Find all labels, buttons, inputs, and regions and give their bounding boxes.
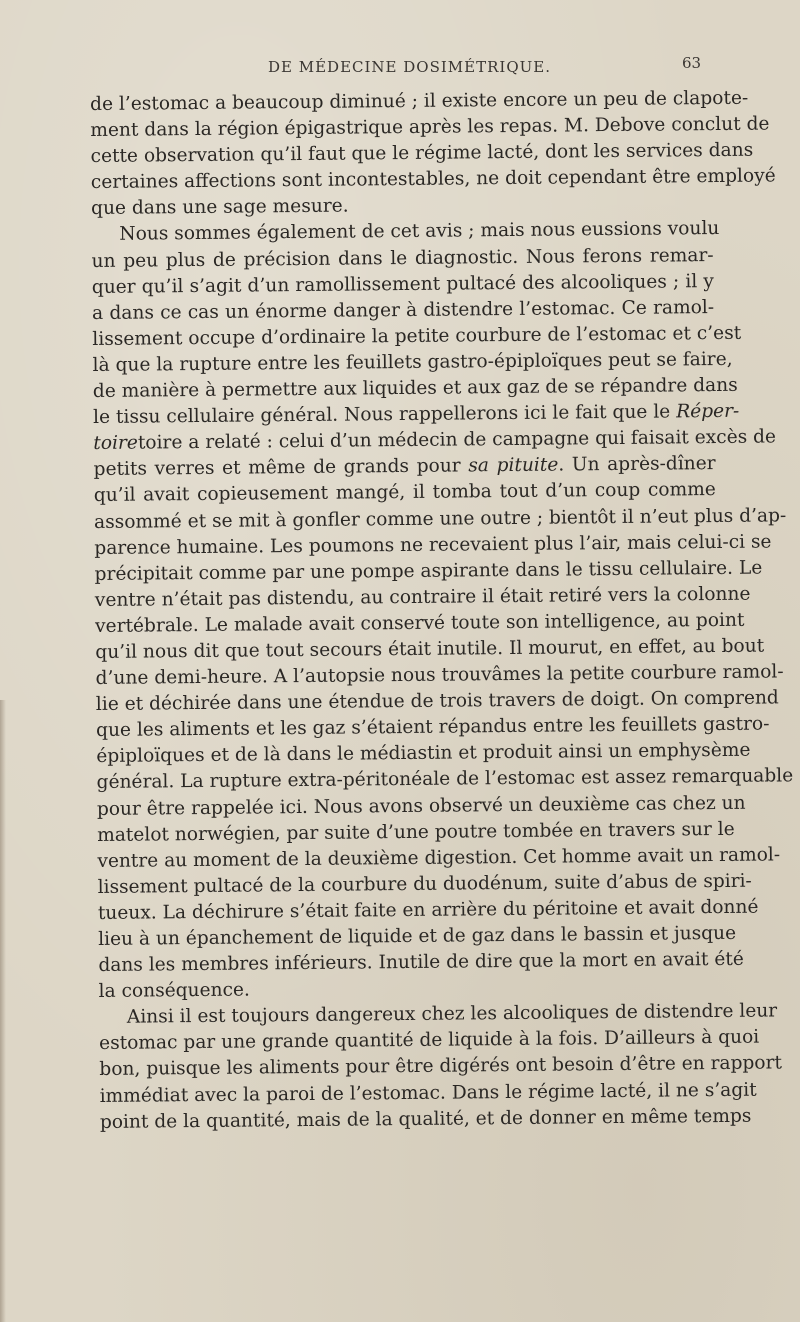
text-line: de l’estomac a beaucoup diminué ; il existe encore un peu de clapote- — [90, 87, 749, 115]
text-line: point de la quantité, mais de la qualité, et de donner en même temps — [99, 1105, 752, 1133]
text-line: ment dans la région épigastrique après les repas. M. Debove conclut de — [90, 113, 770, 142]
text-line: Ainsi il est toujours dangereux chez les alcooliques de distendre leur — [126, 1000, 778, 1028]
text-line: dans les membres inférieurs. Inutile de dire que la mort en avait été — [98, 948, 744, 977]
text-line: matelot norwégien, par suite d’une poutre tombée en travers sur le — [97, 818, 735, 846]
text-segment: toire a relaté : celui d’un médecin de campagne qui faisait excès de — [137, 426, 777, 454]
text-line: précipitait comme par une pompe aspirante dans le tissu cellulaire. Le — [94, 557, 763, 585]
text-line: ventre n’était pas distendu, au contraire il était retiré vers la colonne — [94, 583, 751, 611]
body-text — [90, 86, 794, 1136]
text-line: ventre au moment de la deuxième digestion. Cet homme avait un ramol- — [97, 844, 781, 872]
text-line: épiploïques et de là dans le médiastin et produit ainsi un emphysème — [96, 740, 751, 768]
text-segment: petits verres et même de grands pour — [93, 455, 469, 481]
text-line: pour être rappelée ici. Nous avons observé un deuxième cas chez un — [96, 792, 746, 820]
text-line: bon, puisque les aliments pour être digérés ont besoin d’être en rapport — [99, 1052, 783, 1081]
text-line: immédiat avec la paroi de l’estomac. Dans le régime lacté, il ne s’agit — [99, 1079, 757, 1107]
text-line: la conséquence. — [98, 979, 250, 1003]
text-line: cette observation qu’il faut que le régime lacté, dont les services dans — [90, 139, 754, 168]
text-line: lissement occupe d’ordinaire la petite courbure de l’estomac et c’est — [92, 322, 742, 350]
text-line: que les aliments et les gaz s’étaient répandus entre les feuillets gastro- — [96, 713, 770, 742]
text-line: quer qu’il s’agit d’un ramollissement pultacé des alcooliques ; il y — [91, 270, 714, 298]
text-line: général. La rupture extra-péritonéale de l’estomac est assez remarquable — [96, 765, 794, 794]
italic-toire: toire — [93, 432, 138, 455]
text-line: de manière à permettre aux liquides et aux gaz de se répandre dans — [92, 374, 738, 403]
text-line: qu’il nous dit que tout secours était inutile. Il mourut, en effet, au bout — [95, 635, 765, 663]
page-number: 63 — [682, 54, 702, 72]
text-line: assommé et se mit à gonfler comme une outre ; bientôt il n’eut plus d’ap- — [94, 504, 787, 533]
text-line: estomac par une grande quantité de liquide à la fois. D’ailleurs à quoi — [99, 1026, 760, 1055]
text-line: Nous sommes également de cet avis ; mais nous eussions voulu — [119, 218, 720, 246]
text-line: a dans ce cas un énorme danger à distendre l’estomac. Ce ramol- — [92, 296, 715, 324]
text-segment: le tissu cellulaire général. Nous rappellerons ici le fait que le — [93, 401, 677, 429]
text-line: lie et déchirée dans une étendue de trois travers de doigt. On comprend — [95, 687, 779, 716]
text-line: vertébrale. Le malade avait conservé toute son intelligence, au point — [95, 609, 745, 637]
text-line: là que la rupture entre les feuillets gastro-épiploïques peut se faire, — [92, 348, 733, 376]
text-line: un peu plus de précision dans le diagnostic. Nous ferons remar- — [91, 244, 714, 272]
text-line: tueux. La déchirure s’était faite en arrière du péritoine et avait donné — [97, 896, 759, 924]
text-segment: . Un après-dîner — [558, 453, 716, 476]
running-title: DE MÉDECINE DOSIMÉTRIQUE. — [268, 58, 551, 76]
page-edge-shadow — [0, 700, 6, 1322]
text-line: lissement pultacé de la courbure du duodénum, suite d’abus de spiri- — [97, 870, 752, 898]
italic-reper: Réper- — [676, 400, 740, 423]
text-line: certaines affections sont incontestables, ne doit cependant être employé — [90, 165, 776, 194]
text-line: d’une demi-heure. A l’autopsie nous trouvâmes la petite courbure ramol- — [95, 661, 784, 690]
text-line: parence humaine. Les poumons ne recevaient plus l’air, mais celui-ci se — [94, 531, 772, 559]
text-line: que dans une sage mesure. — [91, 195, 349, 220]
italic-sa-pituite: sa pituite — [468, 454, 559, 477]
text-line: qu’il avait copieusement mangé, il tomba tout d’un coup comme — [93, 479, 716, 507]
text-line: lieu à un épanchement de liquide et de gaz dans le bassin et jusque — [98, 922, 737, 950]
